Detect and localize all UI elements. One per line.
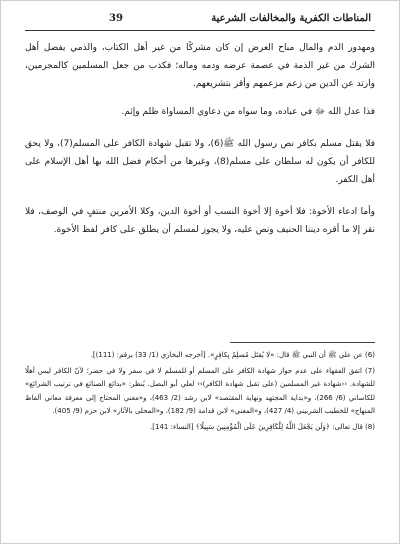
footnotes (25, 349, 375, 436)
paragraph-2: فذا عدل الله ﷻ في عباده، وما سواه من دعاوي المساواة ظلم وإثم. (121, 107, 375, 117)
footnote-6: (6) عن علي ﷺ أن النبي ﷺ قال: «لا يُقتَل مُسلِمٌ بِكافِرٍ». [أخرجه البخاري (1/ 33) برقم: (111)]. (90, 351, 375, 359)
page-number: 39 (109, 13, 123, 24)
page-header (25, 13, 375, 29)
footnote-8: (8) قال تعالى: ﴿وَلَن يَجْعَلَ اللَّهُ لِلْكَافِرِينَ عَلَى الْمُؤْمِنِينَ سَبِيلًا﴾ [النساء: 141]. (150, 422, 375, 431)
footnote-7: (7) اتفق الفقهاء على عدم جواز شهادة الكافر على المسلم أو للمسلم لا في سفر ولا في حضر؛ لأنّ الكافر ليس أهلًا للشهادة. ‹‹شهادة غير المسلمين (على تقبل شهادة الكافر)›› لعلي أبو البصل. يُنظر: «بدائع الصنائع في ترتيب الشرائع» للكاساني (6/ 266)، و«بداية المجتهد ونهاية المقتصد» لابن رشد (2/ 463)، و«مغني المحتاج إلى معرفة معاني ألفاظ المنهاج» للخطيب الشربيني (4/ 427)، و«المغني» لابن قدامة (9/ 182)، و«المحلى بالآثار» لابن حزم (9/ 405). (25, 366, 375, 415)
paragraph-1: ومهدور الدم والمال مباح العرض إن كان مشركًا من غير أهل الكتاب، والذمي يفضل أهل الشرك من غير الذمة في عصمة عرضه ودمه وماله؛ فكذب من جعل المسلمين كالمجرمين، وارتد عن الدين من زعم مزعمهم وأقر بتشريعهم. (25, 43, 375, 89)
main-text (25, 39, 375, 249)
header-rule (25, 30, 375, 31)
footnote-rule (230, 342, 375, 343)
paragraph-3: فلا يقتل مسلم بكافر نص رسول الله ﷺ(6)، ولا تقبل شهادة الكافر على المسلم(7)، ولا يحق للكافر أن يكون له سلطان على مسلم(8)، وغيرها من أحكام فضل الله بها أهل الإسلام على أهل الكفر. (25, 139, 375, 185)
paragraph-4: وأما ادعاء الأخوة: فلا أخوة إلا أخوة النسب أو أخوة الدين، وكلا الأمرين منتفٍ في الوصف، فلا نقر إلا ما أقره ديننا الحنيف ونص عليه، ولا يجوز لمسلم أن يطلق على كافر لفظ الأخوة. (25, 207, 375, 235)
running-title: المناطات الكفرية والمخالفات الشرعية (211, 13, 371, 24)
